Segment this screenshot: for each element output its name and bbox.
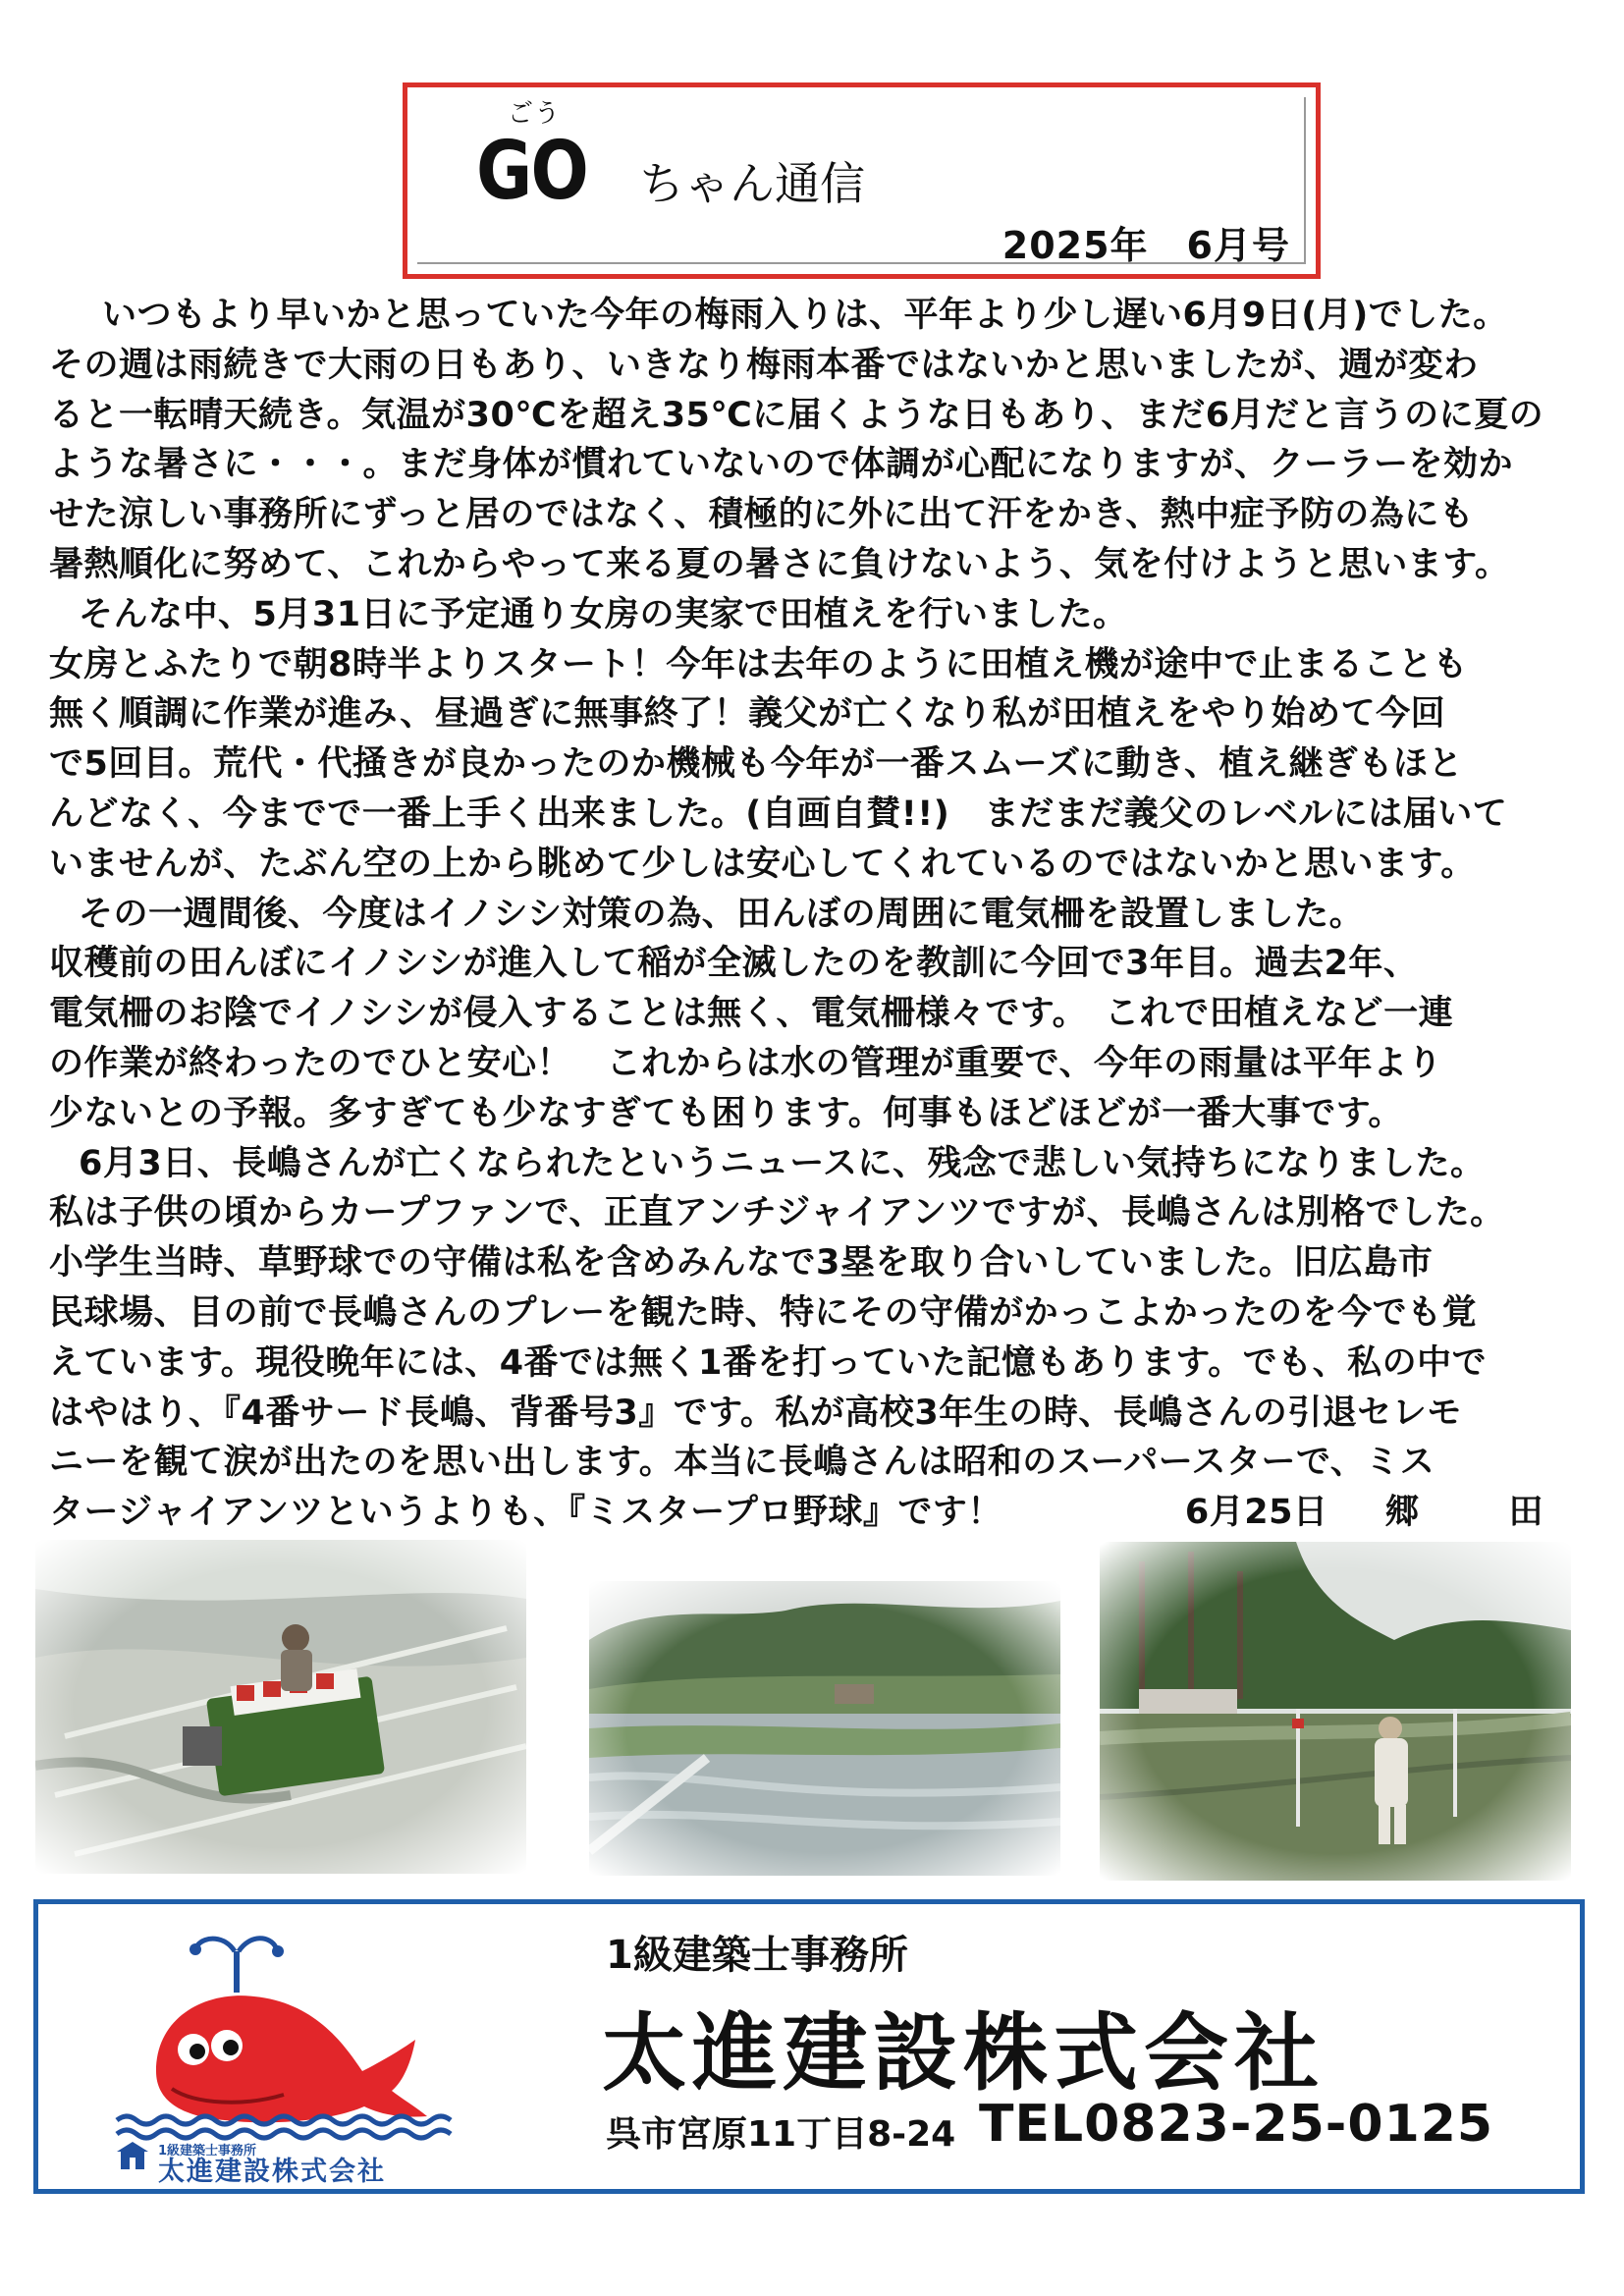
article-line: ような暑さに・・・。まだ身体が慣れていないので体調が心配になりますが、クーラーを効か <box>49 445 1514 485</box>
article-body <box>49 291 1581 1538</box>
company-tel: TEL0823-25-0125 <box>979 2095 1494 2154</box>
article-line: 小学生当時、草野球での守備は私を含めみんなで3塁を取り合いしていました。旧広島市 <box>49 1243 1434 1284</box>
article-line: 女房とふたりで朝8時半よりスタート！今年は去年のように田植え機が途中で止まることも <box>49 644 1468 684</box>
newsletter-subtitle: ちゃん通信 <box>639 157 865 210</box>
logo-caption-company: 太進建設株式会社 <box>158 2157 386 2187</box>
article-line: 私は子供の頃からカープファンで、正直アンチジャイアンツですが、長嶋さんは別格でした。 <box>49 1193 1505 1233</box>
office-type: 1級建築士事務所 <box>606 1933 908 1978</box>
article-line: の作業が終わったのでひと安心！ これからは水の管理が重要で、今年の雨量は平年より <box>49 1043 1442 1083</box>
article-line: タージャイアンツというよりも、『ミスタープロ野球』です！ <box>49 1493 1002 1533</box>
article-line: 無く順調に作業が進み、昼過ぎに無事終了！義父が亡くなり私が田植えをやり始めて今回 <box>49 694 1446 735</box>
issue-date: 2025年 6月号 <box>1001 224 1290 267</box>
article-line: 少ないとの予報。多すぎても少なすぎても困ります。何事もほどほどが一番大事です。 <box>49 1093 1403 1133</box>
article-line: 6月3日、長嶋さんが亡くなられたというニュースに、残念で悲しい気持ちになりました。 <box>79 1143 1486 1183</box>
article-line: その一週間後、今度はイノシシ対策の為、田んぼの周囲に電気柵を設置しました。 <box>79 894 1365 934</box>
photo-planted-paddy <box>589 1581 1060 1876</box>
article-line: 収穫前の田んぼにイノシシが進入して稲が全滅したのを教訓に今回で3年目。過去2年、 <box>49 944 1419 984</box>
building-mark-icon <box>117 2142 148 2169</box>
company-address: 呉市宮原11丁目8-24 <box>606 2114 956 2155</box>
article-line: はやはり、『4番サード長嶋、背番号3』です。私が高校3年生の時、長嶋さんの引退セレモ <box>49 1393 1462 1433</box>
article-line: その週は雨続きで大雨の日もあり、いきなり梅雨本番ではないかと思いましたが、週が変わ <box>49 345 1479 385</box>
company-logo <box>78 1924 529 2187</box>
photo-rice-planting-machine <box>35 1540 526 1874</box>
go-ruby: ごう <box>508 99 562 129</box>
company-name: 太進建設株式会社 <box>602 2004 1325 2103</box>
article-last-line <box>49 1488 1581 1538</box>
article-line: 暑熱順化に努めて、これからやって来る夏の暑さに負けないよう、気を付けようと思います。 <box>49 544 1510 584</box>
photo-electric-fence <box>1100 1542 1571 1881</box>
article-line: そんな中、5月31日に予定通り女房の実家で田植えを行いました。 <box>79 594 1128 634</box>
company-footer <box>33 1899 1585 2194</box>
article-line: いつもより早いかと思っていた今年の梅雨入りは、平年より少し遅い6月9日(月)でした。 <box>102 296 1508 335</box>
go-title: GO <box>476 125 588 218</box>
newsletter-title-box <box>403 82 1321 279</box>
signature-author: 郷 田 <box>1384 1493 1571 1533</box>
article-line: 民球場、目の前で長嶋さんのプレーを観た時、特にその守備がかっこよかったのを今でも覚 <box>49 1292 1478 1333</box>
signature-date: 6月25日 <box>1184 1493 1328 1533</box>
article-line: んどなく、今までで一番上手く出来ました。(自画自賛!!) まだまだ義父のレベルには届いて <box>49 793 1508 834</box>
article-line: えています。現役晩年には、4番では無く1番を打っていた記憶もあります。でも、私の中で <box>49 1342 1488 1383</box>
article-line: ニーを観て涙が出たのを思い出します。本当に長嶋さんは昭和のスーパースターで、ミス <box>49 1443 1435 1483</box>
article-line: 電気柵のお陰でイノシシが侵入することは無く、電気柵様々です。 これで田植えなど一連 <box>49 994 1454 1034</box>
article-line: で5回目。荒代・代掻きが良かったのか機械も今年が一番スムーズに動き、植え継ぎもほと <box>49 744 1463 785</box>
article-line: いませんが、たぶん空の上から眺めて少しは安心してくれているのではないかと思います。 <box>49 844 1476 884</box>
article-line: せた涼しい事務所にずっと居のではなく、積極的に外に出て汗をかき、熱中症予防の為にも <box>49 495 1475 535</box>
logo-caption-office: 1級建築士事務所 <box>158 2144 257 2159</box>
article-line: ると一転晴天続き。気温が30℃を超え35℃に届くような日もあり、まだ6月だと言うのに夏の <box>49 395 1544 435</box>
